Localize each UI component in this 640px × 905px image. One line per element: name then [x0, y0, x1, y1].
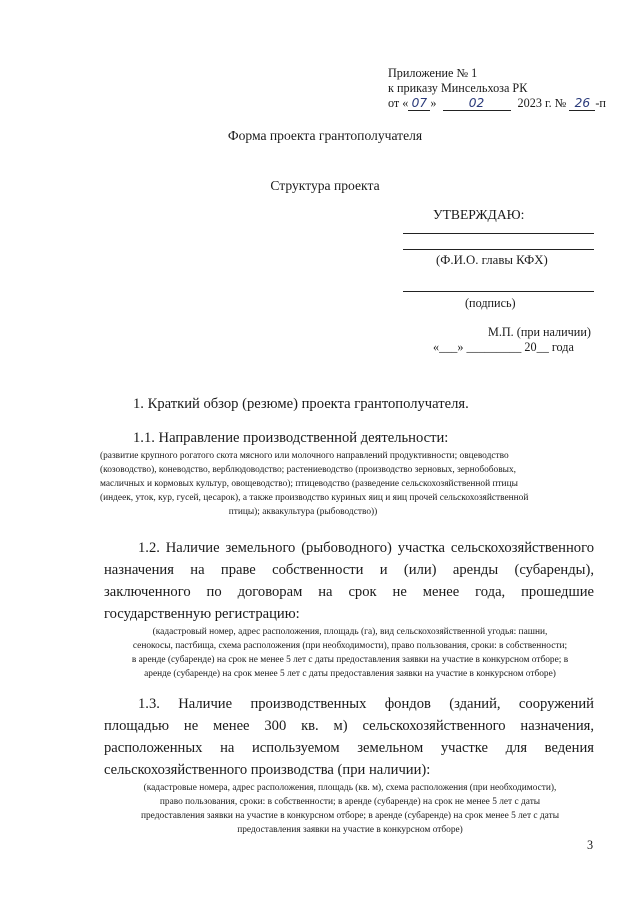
section-1-3-line: сельскохозяйственного производства (при наличии): [104, 762, 431, 778]
section-1-2-note-line: аренде (субаренде) на срок менее 5 лет с даты предоставления заявки на участие в конкурсном отборе) [144, 669, 556, 679]
section-1-2-line: заключенного по договорам на срок не менее года, прошедшие [104, 584, 594, 600]
appendix-line-2: к приказу Минсельхоза РК [388, 81, 528, 95]
section-1-1-note-line: (развитие крупного рогатого скота мясного или молочного направлений продуктивности; овцеводство [100, 451, 509, 461]
section-1-2-line: назначения на праве собственности и (или) аренды (субаренды), [104, 562, 594, 578]
section-1-2-line: государственную регистрацию: [104, 606, 300, 622]
structure-title: Структура проекта [270, 178, 380, 193]
approve-label: УТВЕРЖДАЮ: [433, 207, 525, 222]
approve-line-1 [403, 233, 594, 234]
stamp-label: М.П. (при наличии) [488, 325, 591, 339]
section-1-3-note-line: (кадастровые номера, адрес расположения, площадь (кв. м), схема расположения (при необходимости), [143, 783, 557, 793]
section-1-3-note-line: предоставления заявки на участие в конкурсном отборе) [237, 825, 463, 835]
section-1-3-line: 1.3. Наличие производственных фондов (зданий, сооружений [138, 696, 594, 712]
section-1-2-note-line: сенокосы, пастбища, схема расположения (при необходимости), право пользования, сроки: в собственности; [132, 641, 568, 651]
section-1-1-note-line: масличных и кормовых культур, овощеводство); птицеводство (разведение сельскохозяйственной птицы [100, 479, 518, 489]
section-1-3-note-line: предоставления заявки на участие в конкурсном отборе; в аренде (субаренде) на срок менее 5 лет с даты [140, 811, 560, 821]
appendix-suffix: -п [595, 96, 606, 110]
appendix-month: 02 [443, 96, 511, 111]
appendix-number: 26 [569, 96, 595, 111]
section-1-2-note-line: (кадастровый номер, адрес расположения, площадь (га), вид сельскохозяйственной угодья: пашни, [152, 627, 548, 637]
section-1-heading: 1. Краткий обзор (резюме) проекта грантополучателя. [133, 396, 469, 412]
appendix-day-close: » [430, 96, 437, 110]
section-1-3-line: расположенных на используемом земельном участке для ведения [104, 740, 594, 756]
approve-line-2 [403, 249, 594, 250]
appendix-line-3 [388, 96, 606, 111]
page-number: 3 [587, 838, 594, 852]
signature-label: (подпись) [465, 296, 516, 310]
section-1-1-heading: 1.1. Направление производственной деятельности: [133, 430, 449, 446]
section-1-1-note-line: птицы); аквакультура (рыбоводство)) [228, 507, 378, 517]
signature-line [403, 291, 594, 292]
section-1-1-note-line: (индеек, уток, кур, гусей, цесарок), а также производство куриных яиц и яиц прочей сельскохозяйственной [100, 493, 529, 503]
approval-date: «___» _________ 20__ года [433, 340, 574, 354]
form-title: Форма проекта грантополучателя [227, 128, 423, 143]
fio-label: (Ф.И.О. главы КФХ) [436, 253, 548, 267]
appendix-year: 2023 г. № [517, 96, 567, 110]
section-1-3-note-line: право пользования, сроки: в собственности; в аренде (субаренде) на срок не менее 5 лет с даты [159, 797, 541, 807]
section-1-2-line: 1.2. Наличие земельного (рыбоводного) участка сельскохозяйственного [138, 540, 594, 556]
appendix-day: 07 [408, 96, 430, 111]
appendix-line-1: Приложение № 1 [388, 66, 478, 80]
section-1-3-line: площадью не менее 300 кв. м) сельскохозяйственного назначения, [104, 718, 594, 734]
section-1-2-note-line: в аренде (субаренде) на срок не менее 5 лет с даты предоставления заявки на участие в конкурсном отборе; в [131, 655, 569, 665]
appendix-prefix: от « [388, 96, 409, 110]
section-1-1-note-line: (козоводство), коневодство, верблюдоводство; растениеводство (производство зерновых, зернобобовых, [100, 465, 516, 475]
